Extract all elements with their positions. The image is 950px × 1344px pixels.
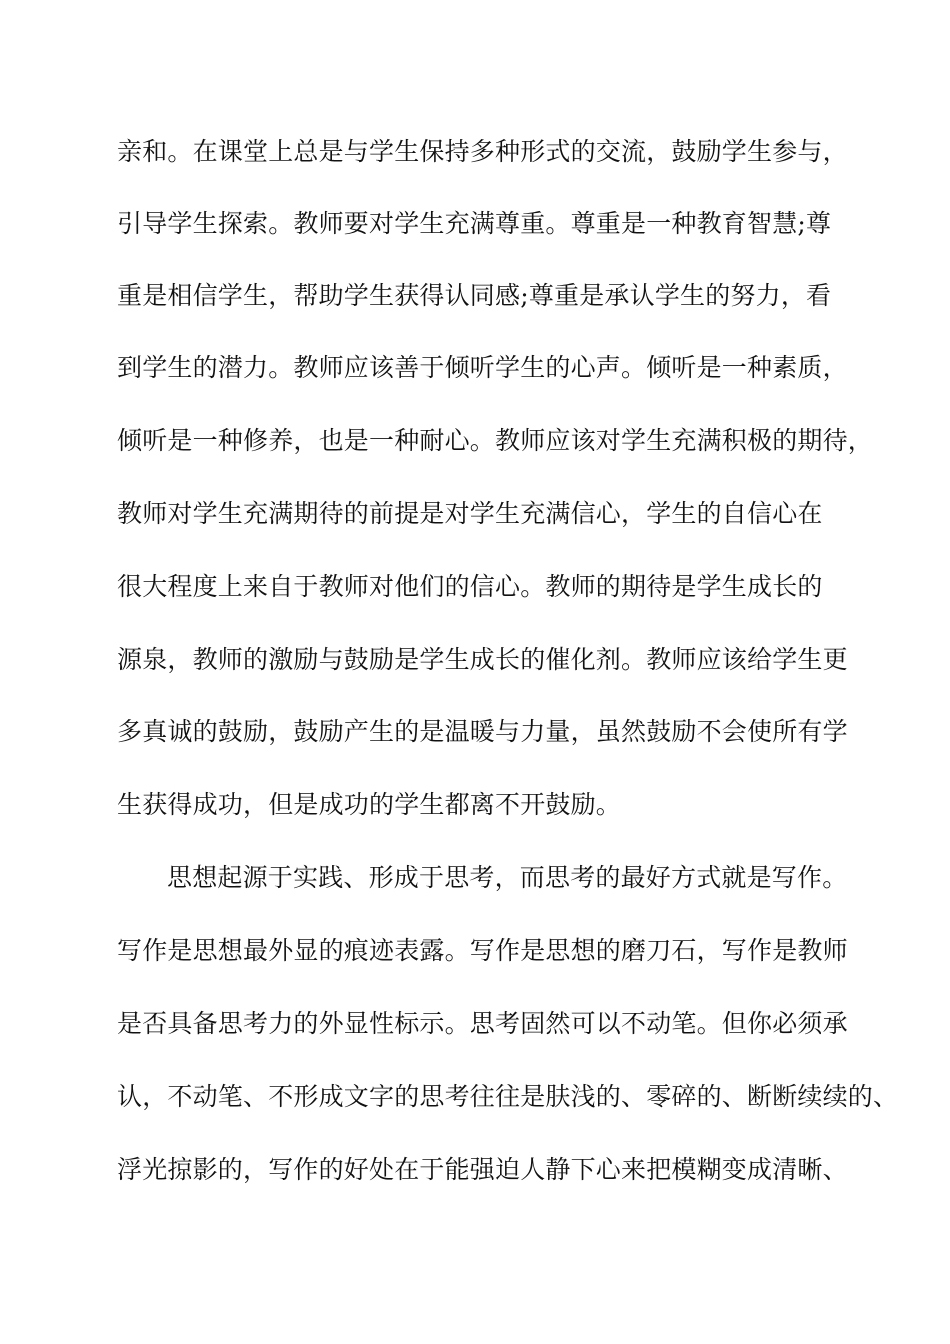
text-line: 倾听是一种修养，也是一种耐心。教师应该对学生充满积极的期待， (117, 426, 874, 455)
text-line: 是否具备思考力的外显性标示。思考固然可以不动笔。但你必须承 (117, 1009, 848, 1038)
text-line: 源泉，教师的激励与鼓励是学生成长的催化剂。教师应该给学生更 (117, 645, 848, 674)
text-line: 到学生的潜力。教师应该善于倾听学生的心声。倾听是一种素质， (117, 353, 848, 382)
text-line: 生获得成功，但是成功的学生都离不开鼓励。 (117, 790, 622, 819)
text-line: 认，不动笔、不形成文字的思考往往是肤浅的、零碎的、断断续续的、 (117, 1082, 899, 1111)
text-line: 教师对学生充满期待的前提是对学生充满信心，学生的自信心在 (117, 499, 823, 528)
text-line: 亲和。在课堂上总是与学生保持多种形式的交流，鼓励学生参与， (117, 137, 848, 166)
text-line: 写作是思想最外显的痕迹表露。写作是思想的磨刀石，写作是教师 (117, 936, 848, 965)
text-line: 浮光掠影的，写作的好处在于能强迫人静下心来把模糊变成清晰、 (117, 1155, 848, 1184)
text-line: 引导学生探索。教师要对学生充满尊重。尊重是一种教育智慧;尊 (117, 209, 832, 238)
text-line: 重是相信学生，帮助学生获得认同感;尊重是承认学生的努力，看 (117, 281, 832, 310)
text-line: 很大程度上来自于教师对他们的信心。教师的期待是学生成长的 (117, 572, 823, 601)
text-line: 多真诚的鼓励，鼓励产生的是温暖与力量，虽然鼓励不会使所有学 (117, 717, 848, 746)
text-line: 思想起源于实践、形成于思考，而思考的最好方式就是写作。 (167, 863, 848, 892)
